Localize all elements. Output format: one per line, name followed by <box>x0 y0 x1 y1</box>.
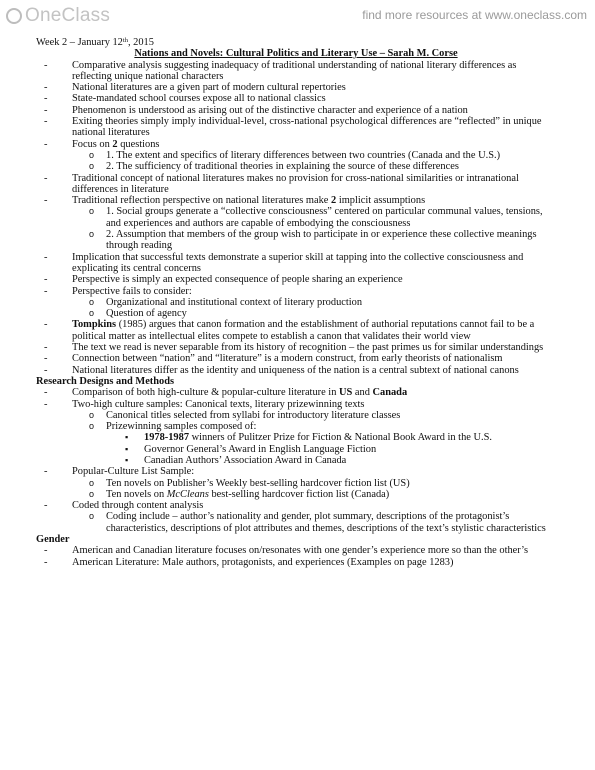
circle-bullet-icon: o <box>89 409 95 420</box>
dash-marker: - <box>44 195 48 207</box>
dash-marker: - <box>44 353 48 365</box>
circle-bullet-icon: o <box>89 511 95 522</box>
dash-marker: - <box>44 172 48 184</box>
list-item: - Perspective fails to consider: <box>44 285 192 297</box>
dash-marker: - <box>44 138 48 150</box>
section-heading-research-designs: Research Designs and Methods <box>36 375 175 387</box>
sub-list-item: o Ten novels on Publisher’s Weekly best-selling hardcover fiction list (US) <box>89 477 410 489</box>
circle-bullet-icon: o <box>89 477 95 488</box>
dash-marker: - <box>44 545 48 557</box>
dash-marker: - <box>44 342 48 354</box>
list-item: - Popular-Culture List Sample: <box>44 466 195 478</box>
sub-list-item: o 2. Assumption that members of the group wish to participate in or experience these collective meanings through reading <box>89 229 537 252</box>
list-item: - Traditional reflection perspective on national literatures make 2 implicit assumptions <box>44 195 426 207</box>
sub-list-item: o 2. The sufficiency of traditional theories in explaining the source of these differences <box>89 161 459 173</box>
dash-marker: - <box>44 59 48 71</box>
reading-title: Nations and Novels: Cultural Politics and Literary Use – Sarah M. Corse <box>134 48 458 60</box>
dash-marker: - <box>44 387 48 399</box>
list-item: - American and Canadian literature focuses on/resonates with one gender’s experience more so than the other’s <box>44 545 529 557</box>
sub-sub-list-item: ▪ 1978-1987 winners of Pulitzer Prize for Fiction & National Book Award in the U.S. <box>125 432 492 444</box>
sub-sub-list-item: ▪ Canadian Authors’ Association Award in Canada <box>125 454 347 466</box>
square-bullet-icon: ▪ <box>125 454 129 465</box>
list-item: - Phenomenon is understood as arising out of the distinctive character and experience of a nation <box>44 104 468 116</box>
list-item: - Traditional concept of national literatures makes no provision for cross-national similarities or intranational differences in literature <box>44 172 519 195</box>
sub-list-item: o Ten novels on McCleans best-selling hardcover fiction list (Canada) <box>89 488 390 500</box>
list-item: - American Literature: Male authors, protagonists, and experiences (Examples on page 1283) <box>44 556 454 568</box>
note-page <box>36 37 556 568</box>
sub-list-item: o 1. Social groups generate a “collective consciousness” centered on particular communal values, tensions, and experiences and authors are capable of embodying the consciousness <box>89 206 543 229</box>
circle-bullet-icon: o <box>89 206 95 217</box>
list-item: - National literatures differ as the identity and uniqueness of the nation is a central subtext of national canons <box>44 364 519 376</box>
sub-list-item: o Coding include – author’s nationality and gender, plot summary, descriptions of the protagonist’s characteristics, descriptions of plot attributes and themes, descriptions of the text’s stylistic characteristics <box>89 511 546 534</box>
logo-ring-icon <box>6 8 22 24</box>
list-item: - Perspective is simply an expected consequence of people sharing an experience <box>44 274 403 286</box>
circle-bullet-icon: o <box>89 308 95 319</box>
list-item: - Focus on 2 questions <box>44 138 160 150</box>
dash-marker: - <box>44 82 48 94</box>
list-item: - Coded through content analysis <box>44 500 204 512</box>
dash-marker: - <box>44 274 48 286</box>
list-item: - Comparison of both high-culture & popular-culture literature in US and Canada <box>44 387 408 399</box>
sub-list-item: o Prizewinning samples composed of: <box>89 421 257 433</box>
square-bullet-icon: ▪ <box>125 443 129 454</box>
resources-link[interactable]: find more resources at www.oneclass.com <box>362 8 587 22</box>
circle-bullet-icon: o <box>89 421 95 432</box>
dash-marker: - <box>44 319 48 331</box>
dash-marker: - <box>44 116 48 128</box>
dash-marker: - <box>44 104 48 116</box>
list-item: - Connection between “nation” and “literature” is a modern construct, from early theorists of nationalism <box>44 353 503 365</box>
dash-marker: - <box>44 398 48 410</box>
sub-list-item: o 1. The extent and specifics of literary differences between two countries (Canada and the U.S.) <box>89 149 501 161</box>
square-bullet-icon: ▪ <box>125 432 129 443</box>
dash-marker: - <box>44 364 48 376</box>
list-item: - Exiting theories simply imply individual-level, cross-national psychological differences are “reflected” in unique national literatures <box>44 116 542 139</box>
dash-marker: - <box>44 285 48 297</box>
list-item: - Tompkins (1985) argues that canon formation and the establishment of authorial reputations cannot fail to be a political matter as intellectual elites compete to establish a canon that validates their world view <box>44 319 535 342</box>
section-heading-gender: Gender <box>36 534 70 546</box>
circle-bullet-icon: o <box>89 488 95 499</box>
dash-marker: - <box>44 466 48 478</box>
list-item: - Implication that successful texts demonstrate a superior skill at tapping into the collective consciousness and explicating its central concerns <box>44 251 524 274</box>
list-item: - Comparative analysis suggesting inadequacy of traditional understanding of national literary differences as reflecting unique national characters <box>44 59 517 82</box>
list-item: - State-mandated school courses expose all to national classics <box>44 93 326 105</box>
lecture-date: Week 2 – January 12th, 2015 <box>36 37 154 48</box>
dash-marker: - <box>44 93 48 105</box>
list-item: - The text we read is never separable from its history of recognition – the past primes us for similar understandings <box>44 342 544 354</box>
circle-bullet-icon: o <box>89 229 95 240</box>
sub-list-item: o Canonical titles selected from syllabi for introductory literature classes <box>89 409 401 421</box>
circle-bullet-icon: o <box>89 296 95 307</box>
dash-marker: - <box>44 500 48 512</box>
circle-bullet-icon: o <box>89 149 95 160</box>
sub-list-item: o Question of agency <box>89 308 187 320</box>
sub-sub-list-item: ▪ Governor General’s Award in English Language Fiction <box>125 443 377 455</box>
list-item: - National literatures are a given part of modern cultural repertories <box>44 82 346 94</box>
site-header <box>0 0 595 32</box>
dash-marker: - <box>44 556 48 568</box>
dash-marker: - <box>44 251 48 263</box>
sub-list-item: o Organizational and institutional context of literary production <box>89 296 363 308</box>
oneclass-logo[interactable]: OneClass <box>6 5 110 27</box>
list-item: - Two-high culture samples: Canonical texts, literary prizewinning texts <box>44 398 365 410</box>
circle-bullet-icon: o <box>89 161 95 172</box>
